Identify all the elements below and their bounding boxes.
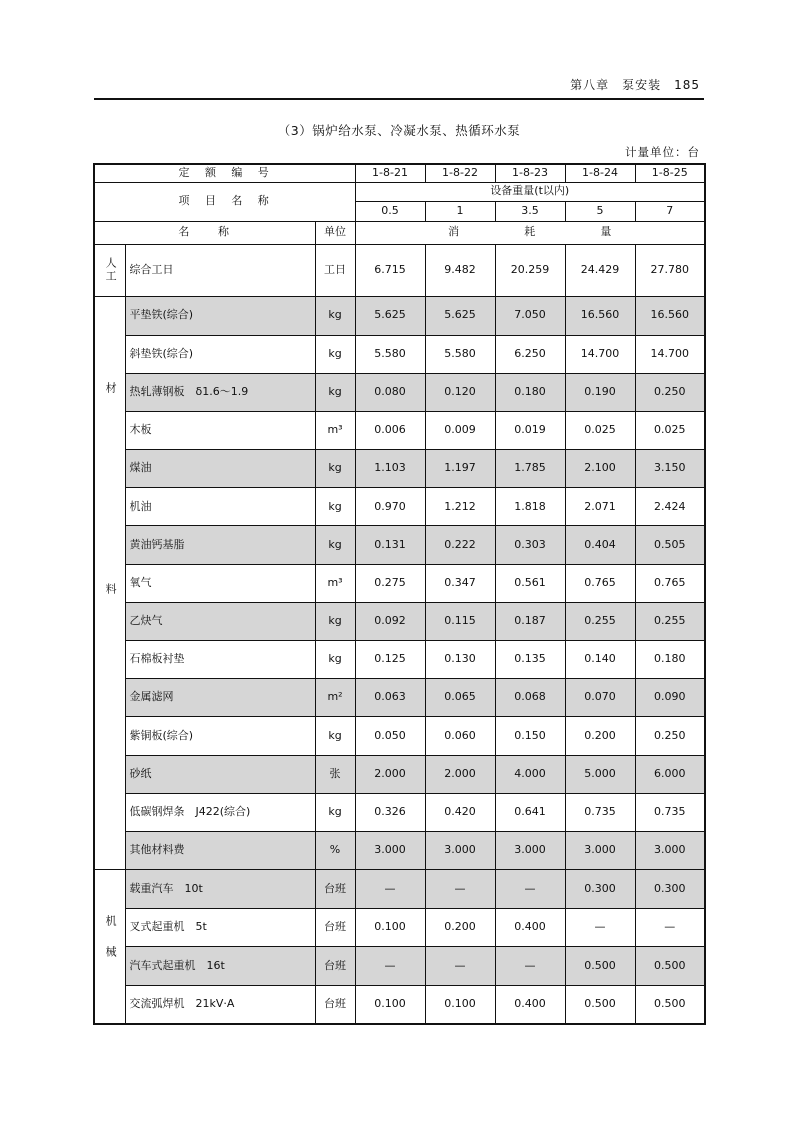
item-name: 其他材料费 [125, 831, 315, 869]
item-unit: kg [315, 488, 355, 526]
item-value: 9.482 [425, 244, 495, 296]
item-value: 0.025 [635, 411, 705, 449]
item-name: 平垫铁(综合) [125, 296, 315, 335]
item-value: 16.560 [565, 296, 635, 335]
table-row [94, 164, 705, 182]
table-row [94, 679, 705, 717]
item-value: 3.000 [355, 831, 425, 869]
item-value: 0.300 [565, 870, 635, 909]
table-row [94, 221, 705, 244]
item-name: 煤油 [125, 450, 315, 488]
item-value: 6.000 [635, 755, 705, 793]
item-value: 0.561 [495, 564, 565, 602]
item-value: — [495, 947, 565, 986]
item-name: 汽车式起重机 16t [125, 947, 315, 986]
weight-cell: 3.5 [495, 201, 565, 221]
group-label-text: 人工 [104, 257, 118, 283]
item-value: 3.000 [425, 831, 495, 869]
quota-code-cell: 1-8-23 [495, 164, 565, 182]
item-name: 木板 [125, 411, 315, 449]
item-value: 20.259 [495, 244, 565, 296]
item-value: 0.326 [355, 793, 425, 831]
item-unit: 工日 [315, 244, 355, 296]
table-row [94, 908, 705, 947]
item-value: — [425, 870, 495, 909]
item-value: 6.715 [355, 244, 425, 296]
item-value: 5.625 [425, 296, 495, 335]
item-value: 5.625 [355, 296, 425, 335]
table-row [94, 755, 705, 793]
item-unit: 台班 [315, 985, 355, 1024]
item-value: 0.100 [425, 985, 495, 1024]
item-value: 2.000 [355, 755, 425, 793]
quota-code-cell: 1-8-25 [635, 164, 705, 182]
item-value: 6.250 [495, 335, 565, 373]
item-value: 0.135 [495, 641, 565, 679]
item-unit: kg [315, 602, 355, 640]
item-value: 0.200 [565, 717, 635, 755]
weight-cell: 7 [635, 201, 705, 221]
item-value: 0.100 [355, 985, 425, 1024]
table-row [94, 793, 705, 831]
item-value: 2.424 [635, 488, 705, 526]
item-value: — [355, 870, 425, 909]
table-row [94, 373, 705, 411]
item-unit: 张 [315, 755, 355, 793]
consumption-label-char: 消 [448, 225, 460, 239]
section-title: （3）锅炉给水泵、冷凝水泵、热循环水泵 [277, 123, 521, 138]
item-value: 0.180 [635, 641, 705, 679]
item-unit: m² [315, 679, 355, 717]
item-unit: kg [315, 450, 355, 488]
table-row [94, 602, 705, 640]
item-name: 紫铜板(综合) [125, 717, 315, 755]
table-row [94, 411, 705, 449]
item-value: 5.580 [355, 335, 425, 373]
item-name: 石棉板衬垫 [125, 641, 315, 679]
group-label-text: 材料 [104, 381, 118, 784]
quota-code-label: 定 额 编 号 [94, 164, 355, 182]
item-value: 0.765 [635, 564, 705, 602]
quota-code-cell: 1-8-22 [425, 164, 495, 182]
item-value: — [565, 908, 635, 947]
item-value: 0.120 [425, 373, 495, 411]
item-value: 0.068 [495, 679, 565, 717]
item-value: 0.735 [565, 793, 635, 831]
item-value: — [495, 870, 565, 909]
table-row [94, 488, 705, 526]
weight-label: 设备重量(t以内) [355, 182, 705, 201]
item-value: 0.130 [425, 641, 495, 679]
item-value: 0.070 [565, 679, 635, 717]
item-name: 载重汽车 10t [125, 870, 315, 909]
item-value: 0.347 [425, 564, 495, 602]
item-value: 0.420 [425, 793, 495, 831]
item-name: 砂纸 [125, 755, 315, 793]
item-value: 14.700 [635, 335, 705, 373]
item-value: — [635, 908, 705, 947]
table-row [94, 717, 705, 755]
item-value: 0.019 [495, 411, 565, 449]
item-value: 5.000 [565, 755, 635, 793]
quota-table [93, 163, 706, 1025]
item-name: 黄油钙基脂 [125, 526, 315, 564]
consumption-label-char: 量 [600, 225, 612, 239]
item-value: 0.400 [495, 985, 565, 1024]
item-unit: 台班 [315, 870, 355, 909]
item-value: 0.006 [355, 411, 425, 449]
item-value: 0.500 [565, 985, 635, 1024]
item-value: 1.197 [425, 450, 495, 488]
item-value: — [425, 947, 495, 986]
item-value: 2.000 [425, 755, 495, 793]
item-value: 0.303 [495, 526, 565, 564]
item-value: 0.275 [355, 564, 425, 602]
item-value: 0.063 [355, 679, 425, 717]
item-unit: m³ [315, 411, 355, 449]
item-name: 氧气 [125, 564, 315, 602]
item-value: 1.103 [355, 450, 425, 488]
table-row [94, 335, 705, 373]
item-unit: kg [315, 335, 355, 373]
item-unit: kg [315, 526, 355, 564]
header-rule [94, 98, 704, 100]
page-header [94, 72, 704, 100]
weight-cell: 0.5 [355, 201, 425, 221]
item-name: 叉式起重机 5t [125, 908, 315, 947]
item-value: 0.180 [495, 373, 565, 411]
item-name-label: 项 目 名 称 [94, 182, 355, 221]
item-name: 交流弧焊机 21kV·A [125, 985, 315, 1024]
item-name: 热轧薄钢板 δ1.6～1.9 [125, 373, 315, 411]
item-unit: kg [315, 641, 355, 679]
item-value: — [355, 947, 425, 986]
item-unit: kg [315, 717, 355, 755]
table-row [94, 244, 705, 296]
column-name-label: 名 称 [94, 221, 315, 244]
item-value: 0.092 [355, 602, 425, 640]
item-unit: m³ [315, 564, 355, 602]
item-value: 16.560 [635, 296, 705, 335]
group-label [94, 870, 125, 1024]
item-value: 0.300 [635, 870, 705, 909]
item-value: 3.150 [635, 450, 705, 488]
table-row [94, 831, 705, 869]
quota-code-cell: 1-8-24 [565, 164, 635, 182]
item-value: 0.187 [495, 602, 565, 640]
item-value: 1.212 [425, 488, 495, 526]
item-value: 0.060 [425, 717, 495, 755]
weight-cell: 5 [565, 201, 635, 221]
column-unit-label: 单位 [315, 221, 355, 244]
item-value: 0.100 [355, 908, 425, 947]
item-value: 0.735 [635, 793, 705, 831]
item-value: 0.505 [635, 526, 705, 564]
item-value: 2.100 [565, 450, 635, 488]
table-row [94, 182, 705, 201]
item-value: 0.065 [425, 679, 495, 717]
item-value: 3.000 [635, 831, 705, 869]
item-value: 0.125 [355, 641, 425, 679]
item-value: 0.009 [425, 411, 495, 449]
item-value: 0.255 [565, 602, 635, 640]
item-value: 0.765 [565, 564, 635, 602]
item-value: 27.780 [635, 244, 705, 296]
item-value: 3.000 [565, 831, 635, 869]
item-name: 乙炔气 [125, 602, 315, 640]
item-value: 0.115 [425, 602, 495, 640]
item-value: 0.150 [495, 717, 565, 755]
item-value: 0.025 [565, 411, 635, 449]
item-value: 0.131 [355, 526, 425, 564]
item-value: 0.400 [495, 908, 565, 947]
item-value: 0.140 [565, 641, 635, 679]
item-value: 0.500 [635, 947, 705, 986]
consumption-label [355, 221, 705, 244]
item-value: 0.970 [355, 488, 425, 526]
item-value: 3.000 [495, 831, 565, 869]
item-value: 0.222 [425, 526, 495, 564]
item-value: 1.818 [495, 488, 565, 526]
item-value: 0.500 [565, 947, 635, 986]
item-value: 0.200 [425, 908, 495, 947]
item-value: 0.250 [635, 717, 705, 755]
item-value: 0.050 [355, 717, 425, 755]
table-row [94, 870, 705, 909]
group-label [94, 296, 125, 870]
item-value: 2.071 [565, 488, 635, 526]
item-value: 5.580 [425, 335, 495, 373]
item-name: 金属滤网 [125, 679, 315, 717]
unit-note: 计量单位：台 [625, 145, 700, 159]
table-row [94, 641, 705, 679]
table-row [94, 947, 705, 986]
item-unit: 台班 [315, 908, 355, 947]
item-value: 0.080 [355, 373, 425, 411]
item-value: 1.785 [495, 450, 565, 488]
item-unit: kg [315, 373, 355, 411]
item-value: 14.700 [565, 335, 635, 373]
item-value: 0.500 [635, 985, 705, 1024]
table-row [94, 985, 705, 1024]
item-value: 4.000 [495, 755, 565, 793]
group-label [94, 244, 125, 296]
quota-code-cell: 1-8-21 [355, 164, 425, 182]
item-value: 0.404 [565, 526, 635, 564]
item-name: 斜垫铁(综合) [125, 335, 315, 373]
weight-cell: 1 [425, 201, 495, 221]
consumption-label-char: 耗 [524, 225, 536, 239]
item-value: 24.429 [565, 244, 635, 296]
item-name: 综合工日 [125, 244, 315, 296]
item-value: 0.641 [495, 793, 565, 831]
group-label-text: 机械 [104, 915, 118, 978]
item-value: 7.050 [495, 296, 565, 335]
item-name: 机油 [125, 488, 315, 526]
page-header-text: 第八章 泵安装 185 [570, 78, 700, 92]
item-name: 低碳钢焊条 J422(综合) [125, 793, 315, 831]
table-row [94, 526, 705, 564]
item-value: 0.090 [635, 679, 705, 717]
item-unit: 台班 [315, 947, 355, 986]
table-row [94, 450, 705, 488]
table-row [94, 564, 705, 602]
item-value: 0.190 [565, 373, 635, 411]
item-unit: % [315, 831, 355, 869]
item-unit: kg [315, 793, 355, 831]
table-row [94, 296, 705, 335]
item-unit: kg [315, 296, 355, 335]
item-value: 0.250 [635, 373, 705, 411]
item-value: 0.255 [635, 602, 705, 640]
